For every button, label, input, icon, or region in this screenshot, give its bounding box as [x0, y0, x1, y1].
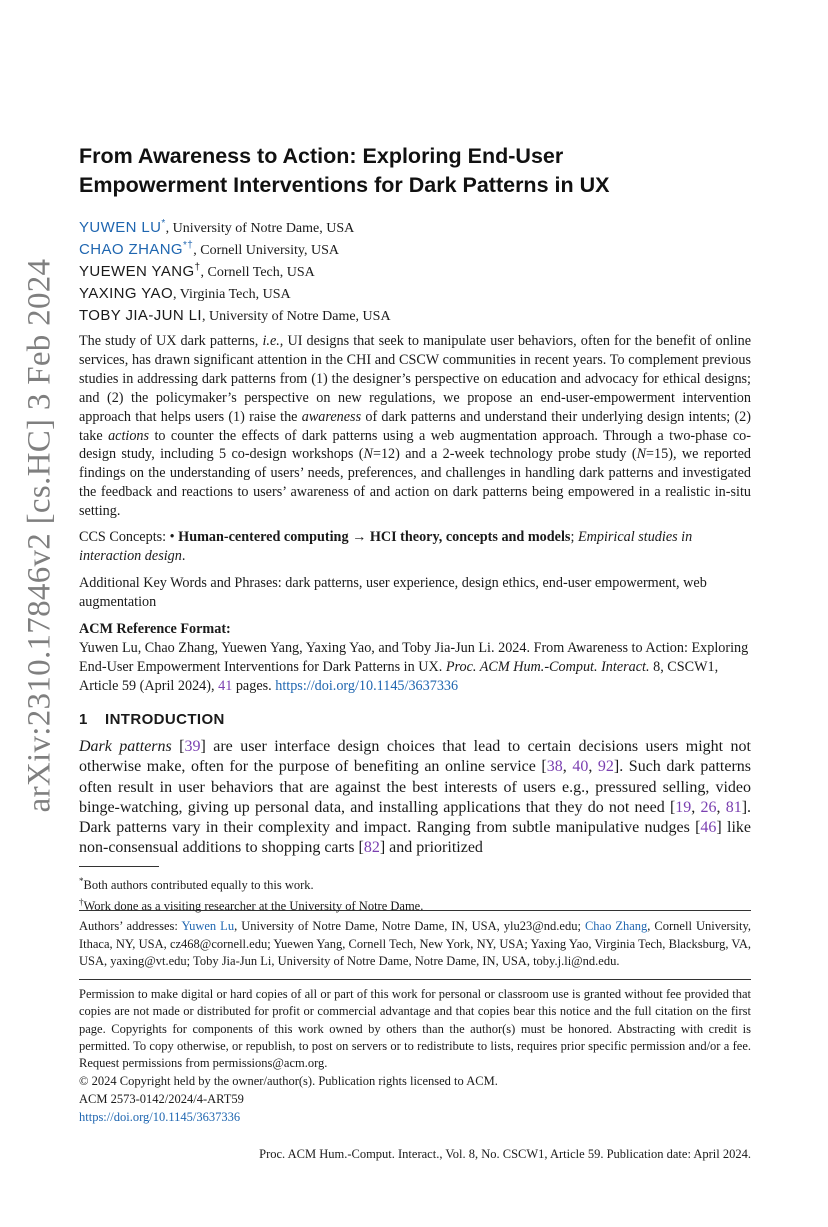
- divider: [79, 979, 751, 980]
- reference-heading: ACM Reference Format:: [79, 621, 231, 637]
- permission-notice: Permission to make digital or hard copies of all or part of this work for personal or classroom use is granted without fee provided that copies are not made or distributed for profit or commercial advantage and that copies bear this notice and the full citation on the first page. Copyrights for components of this work owned by others than the author(s) must be honored. Abstracting with credit is permitted. To copy otherwise, or republish, to post on servers or to redistribute to lists, requires prior specific permission and/or a fee. Request permissions from permissions@acm.org.: [79, 987, 751, 1071]
- citation-link[interactable]: 40: [572, 758, 589, 776]
- reference-text: Yuwen Lu, Chao Zhang, Yuewen Yang, Yaxing Yao, and Toby Jia-Jun Li. 2024. From Awareness to Action: Exploring End-User Empowerment Interventions for Dark Patterns in UX. Proc. ACM Hum.-Comput. Interact. 8, CSCW1, Article 59 (April 2024), 41 pages. https://doi.org/10.1145/3637336: [79, 639, 749, 694]
- citation-link[interactable]: 26: [700, 798, 717, 816]
- keywords: Additional Key Words and Phrases: dark patterns, user experience, design ethics, end-user empowerment, web augmentation: [79, 575, 707, 610]
- paper-title: [79, 142, 759, 200]
- page-footer: Proc. ACM Hum.-Comput. Interact., Vol. 8, No. CSCW1, Article 59. Publication date: April 2024.: [259, 1147, 751, 1161]
- author-name-link[interactable]: YUWEN LU*: [79, 218, 166, 236]
- author-row: [79, 279, 759, 301]
- author-affiliation: , University of Notre Dame, USA: [165, 221, 355, 236]
- author-addresses: Authors’ addresses: Yuwen Lu, University of Notre Dame, Notre Dame, IN, USA, ylu23@nd.edu; Chao Zhang, Cornell University, Ithaca, NY, USA, cz468@cornell.edu; Yuewen Yang, Cornell Tech, New York, NY, USA; Yaxing Yao, Virginia Tech, Blacksburg, VA, USA, yaxing@vt.edu; Toby Jia-Jun Li, University of Notre Dame, Notre Dame, IN, USA, toby.j.li@nd.edu.: [79, 919, 752, 968]
- citation-link[interactable]: 19: [675, 798, 692, 816]
- author-affiliation: , Cornell University, USA: [193, 243, 339, 258]
- citation-link[interactable]: 81: [725, 798, 742, 816]
- author-row: [79, 235, 759, 257]
- copyright-line: © 2024 Copyright held by the owner/author(s). Publication rights licensed to ACM.: [79, 1074, 498, 1088]
- author-name: YUEWEN YANG†: [79, 262, 201, 280]
- title-line-2: Empowerment Interventions for Dark Patterns in UX: [79, 173, 610, 197]
- author-row: [79, 301, 759, 323]
- author-address-link[interactable]: Yuwen Lu: [181, 919, 235, 933]
- arxiv-identifier: [8, 245, 72, 825]
- doi-link[interactable]: https://doi.org/10.1145/3637336: [79, 1110, 241, 1124]
- acm-article-id: ACM 2573-0142/2024/4-ART59: [79, 1092, 244, 1106]
- abstract: The study of UX dark patterns, i.e., UI designs that seek to manipulate user behaviors, often for the benefit of online services, has drawn significant attention in the CHI and CSCW communities in recent years. To complement previous studies in addressing dark patterns from (1) the designer’s perspective on education and advocacy for ethical designs; and (2) the policymaker’s perspective on new regulations, we propose an end-user-empowerment intervention approach that helps users (1) raise the awareness of dark patterns and understand their underlying design intents; (2) take actions to counter the effects of dark patterns using a web augmentation approach. Through a two-phase co-design study, including 5 co-design workshops (N=12) and a 2-week technology probe study (N=15), we reported findings on the understanding of users’ needs, preferences, and challenges in handling dark patterns and investigated the feedback and reactions to users’ awareness of and action on dark patterns being empowered in a realistic in-situ setting.: [79, 333, 752, 520]
- author-name: YAXING YAO: [79, 285, 174, 302]
- author-affiliation: , Virginia Tech, USA: [173, 287, 291, 302]
- author-row: [79, 213, 759, 235]
- doi-link[interactable]: https://doi.org/10.1145/3637336: [275, 677, 459, 694]
- introduction-paragraph: Dark patterns [39] are user interface design choices that lead to certain decisions users might not otherwise make, often for the purpose of benefiting an online service [38, 40, 92]. Such dark patterns often result in user behaviors that are against the best interests of users e.g., pressured selling, video binge-watching, giving up personal data, and installing applications that they do not need [19, 26, 81]. Dark patterns vary in their complexity and impact. Ranging from subtle manipulative nudges [46] like non-consensual additions to shopping carts [82] and prioritized: [79, 738, 752, 857]
- citation-link[interactable]: 92: [597, 758, 614, 776]
- author-row: [79, 257, 759, 279]
- copyright-block: [79, 1072, 751, 1126]
- author-address-link[interactable]: Chao Zhang: [584, 919, 648, 933]
- page-count-link[interactable]: 41: [218, 677, 233, 694]
- author-affiliation: , University of Notre Dame, USA: [201, 309, 391, 324]
- footnote-visiting-researcher: †Work done as a visiting researcher at the University of Notre Dame.: [79, 896, 424, 913]
- citation-link[interactable]: 82: [363, 839, 380, 857]
- title-line-1: From Awareness to Action: Exploring End-User: [79, 144, 564, 168]
- footnotes: [79, 873, 751, 914]
- citation-link[interactable]: 46: [700, 819, 717, 837]
- arxiv-identifier-text: arXiv:2310.17846v2 [cs.HC] 3 Feb 2024: [21, 258, 58, 812]
- author-name: TOBY JIA-JUN LI: [79, 307, 202, 324]
- author-name-link[interactable]: CHAO ZHANG*†: [79, 240, 194, 258]
- author-affiliation: , Cornell Tech, USA: [200, 265, 315, 280]
- citation-link[interactable]: 38: [546, 758, 563, 776]
- citation-link[interactable]: 39: [184, 738, 201, 755]
- section-heading-introduction: 1 INTRODUCTION: [79, 711, 225, 728]
- divider: [79, 910, 751, 911]
- acm-reference-format: [79, 620, 751, 696]
- ccs-concepts: CCS Concepts: • Human-centered computing → HCI theory, concepts and models; Empirical studies in interaction design.: [79, 529, 693, 564]
- footnote-equal-contribution: *Both authors contributed equally to this work.: [79, 876, 314, 893]
- footnote-divider: [79, 866, 159, 867]
- author-list: [79, 213, 759, 323]
